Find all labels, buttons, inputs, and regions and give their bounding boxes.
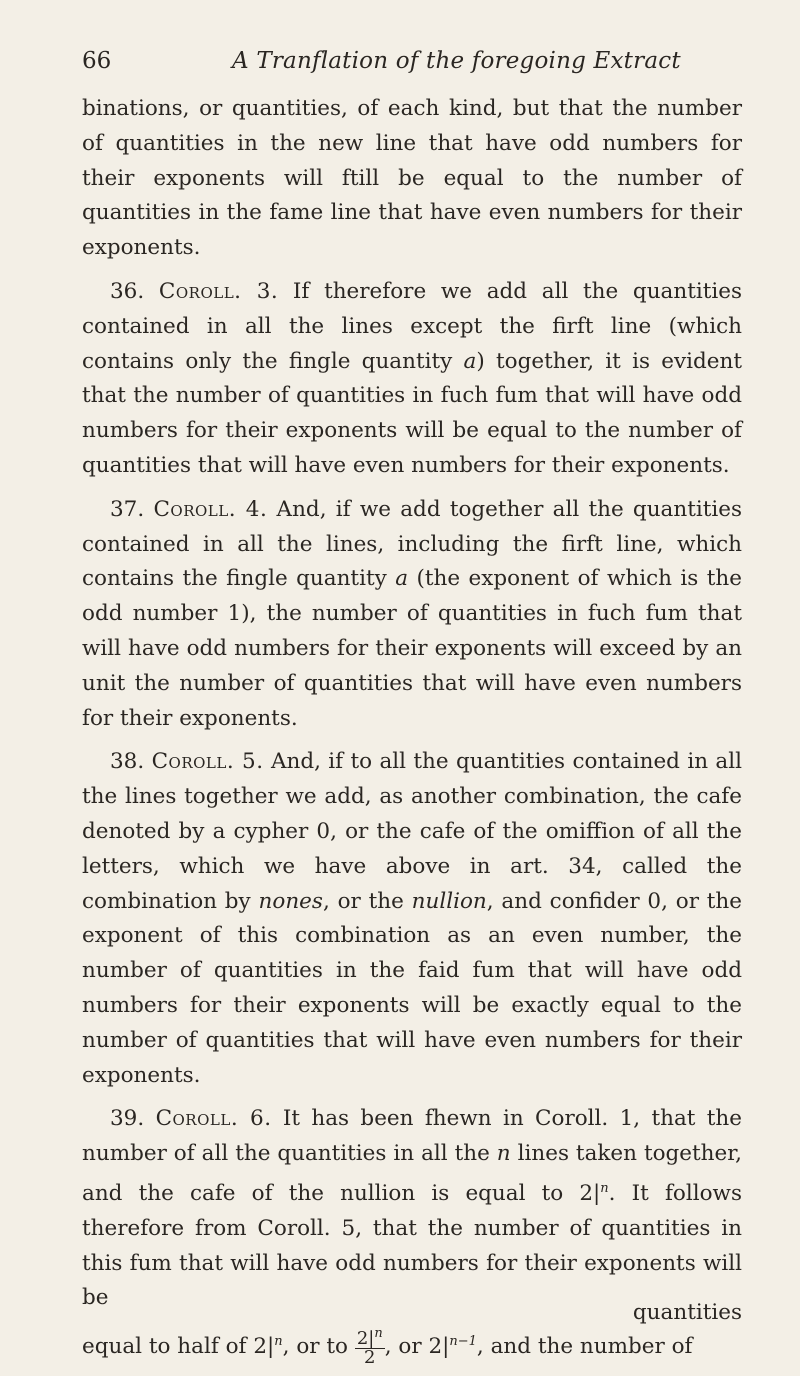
equation-line: equal to half of $2|^n$, or to $\frac{2|^n}{2}$ , or $2|^{n-1}$, and the number of <box>82 1326 693 1369</box>
corollary-label: Coroll. 4. <box>153 496 268 522</box>
fraction: $\frac{2|^n}{2}$ <box>356 1326 383 1369</box>
catchword: quantities <box>632 1300 742 1325</box>
paragraph-continuation: binations, or quantities, of each kind, but that the number of quantities in the new line that have odd numbers for their exponents will ftill be equal to the number of quantities in the fame line that have even numbers for their exponents. <box>82 96 742 261</box>
paragraph-36: 36. Coroll. 3. If therefore we add all the quantities contained in all the lines except the firft line (which contains only the fingle quantity a) together, it is evident that the number of quantities in fuch fum that will have odd numbers for their exponents will be equal to the number of quantities that will have even numbers for their exponents. <box>82 278 742 478</box>
paragraph-39: 39. Coroll. 6. It has been fhewn in Coroll. 1, that the number of all the quantities in all the n lines taken together, and the cafe of the nullion is equal to $2|^n$. It follows therefore from Coroll. 5, that the number of quantities in this fum that will have odd numbers for their exponents will be <box>82 1106 742 1311</box>
corollary-label: Coroll. 5. <box>151 749 264 775</box>
corollary-label: Coroll. 3. <box>158 278 279 304</box>
body-text <box>82 92 742 1376</box>
running-title: A Tranflation of the foregoing Extract <box>232 48 681 74</box>
page-header <box>82 48 742 84</box>
corollary-label: Coroll. 6. <box>155 1106 272 1132</box>
page-number: 66 <box>82 48 112 74</box>
paragraph-38: 38. Coroll. 5. And, if to all the quantities contained in all the lines together we add, as another combination, the cafe denoted by a cypher 0, or the cafe of the omiffion of all the letters, which we have above in art. 34, called the combination by nones, or the nullion, and confider 0, or the exponent of this combination as an even number, the number of quantities in the faid fum that will have odd numbers for their exponents will be exactly equal to the number of quantities that will have even numbers for their exponents. <box>82 749 742 1088</box>
paragraph-37: 37. Coroll. 4. And, if we add together all the quantities contained in all the lines, including the firft line, which contains the fingle quantity a (the exponent of which is the odd number 1), the number of quantities in fuch fum that will have odd numbers for their exponents will exceed by an unit the number of quantities that will have even numbers for their exponents. <box>82 496 742 731</box>
